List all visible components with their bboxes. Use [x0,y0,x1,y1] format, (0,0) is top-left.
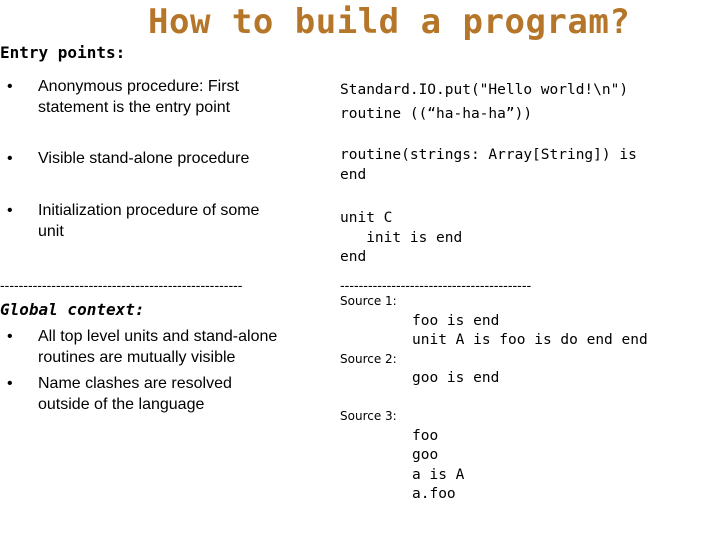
bullet-dot: • [7,78,13,95]
bullet-text: Visible stand-alone procedure [38,150,250,167]
global-context-heading: Global context: [0,300,145,319]
separator-left: ---------------------------------------------------- [0,277,243,293]
source3-line: a.foo [412,486,456,502]
source3-label: Source 3: [340,409,397,423]
source2-label: Source 2: [340,352,397,366]
bullet-dot: • [7,202,13,219]
source3-line: a is A [412,467,465,483]
code-standalone-line2: end [340,167,367,183]
code-unit-line1: unit C [340,210,393,226]
code-unit-line2: init is end [340,230,463,246]
code-anonymous-line1: Standard.IO.put("Hello world!\n") [340,82,629,98]
code-anonymous-line2: routine ((“ha-ha-ha”)) [340,106,533,122]
bullet-visible-standalone [7,148,307,170]
bullet-text: All top level units and stand-alone routines are mutually visible [38,328,278,366]
page-title: How to build a program? [148,2,631,42]
bullet-dot: • [7,328,13,345]
bullet-text: Anonymous procedure: First statement is the entry point [38,78,239,116]
bullet-dot: • [7,375,13,392]
code-unit-line3: end [340,249,367,265]
code-standalone-line1: routine(strings: Array[String]) is [340,147,637,163]
source1-line2: unit A is foo is do end end [412,332,648,348]
bullet-dot: • [7,150,13,167]
bullet-initialization-procedure [7,200,307,244]
bullet-text: Name clashes are resolved outside of the language [38,375,232,413]
bullet-text: Initialization procedure of some unit [38,202,260,240]
entry-points-heading: Entry points: [0,43,126,62]
bullet-mutually-visible [7,326,317,370]
source3-line: goo [412,447,439,463]
source2-line1: goo is end [412,370,500,386]
separator-right: ----------------------------------------- [340,277,532,293]
source3-line: foo [412,428,439,444]
bullet-anonymous-procedure [7,76,307,120]
source1-label: Source 1: [340,294,397,308]
source1-line1: foo is end [412,313,500,329]
bullet-name-clashes [7,373,317,417]
